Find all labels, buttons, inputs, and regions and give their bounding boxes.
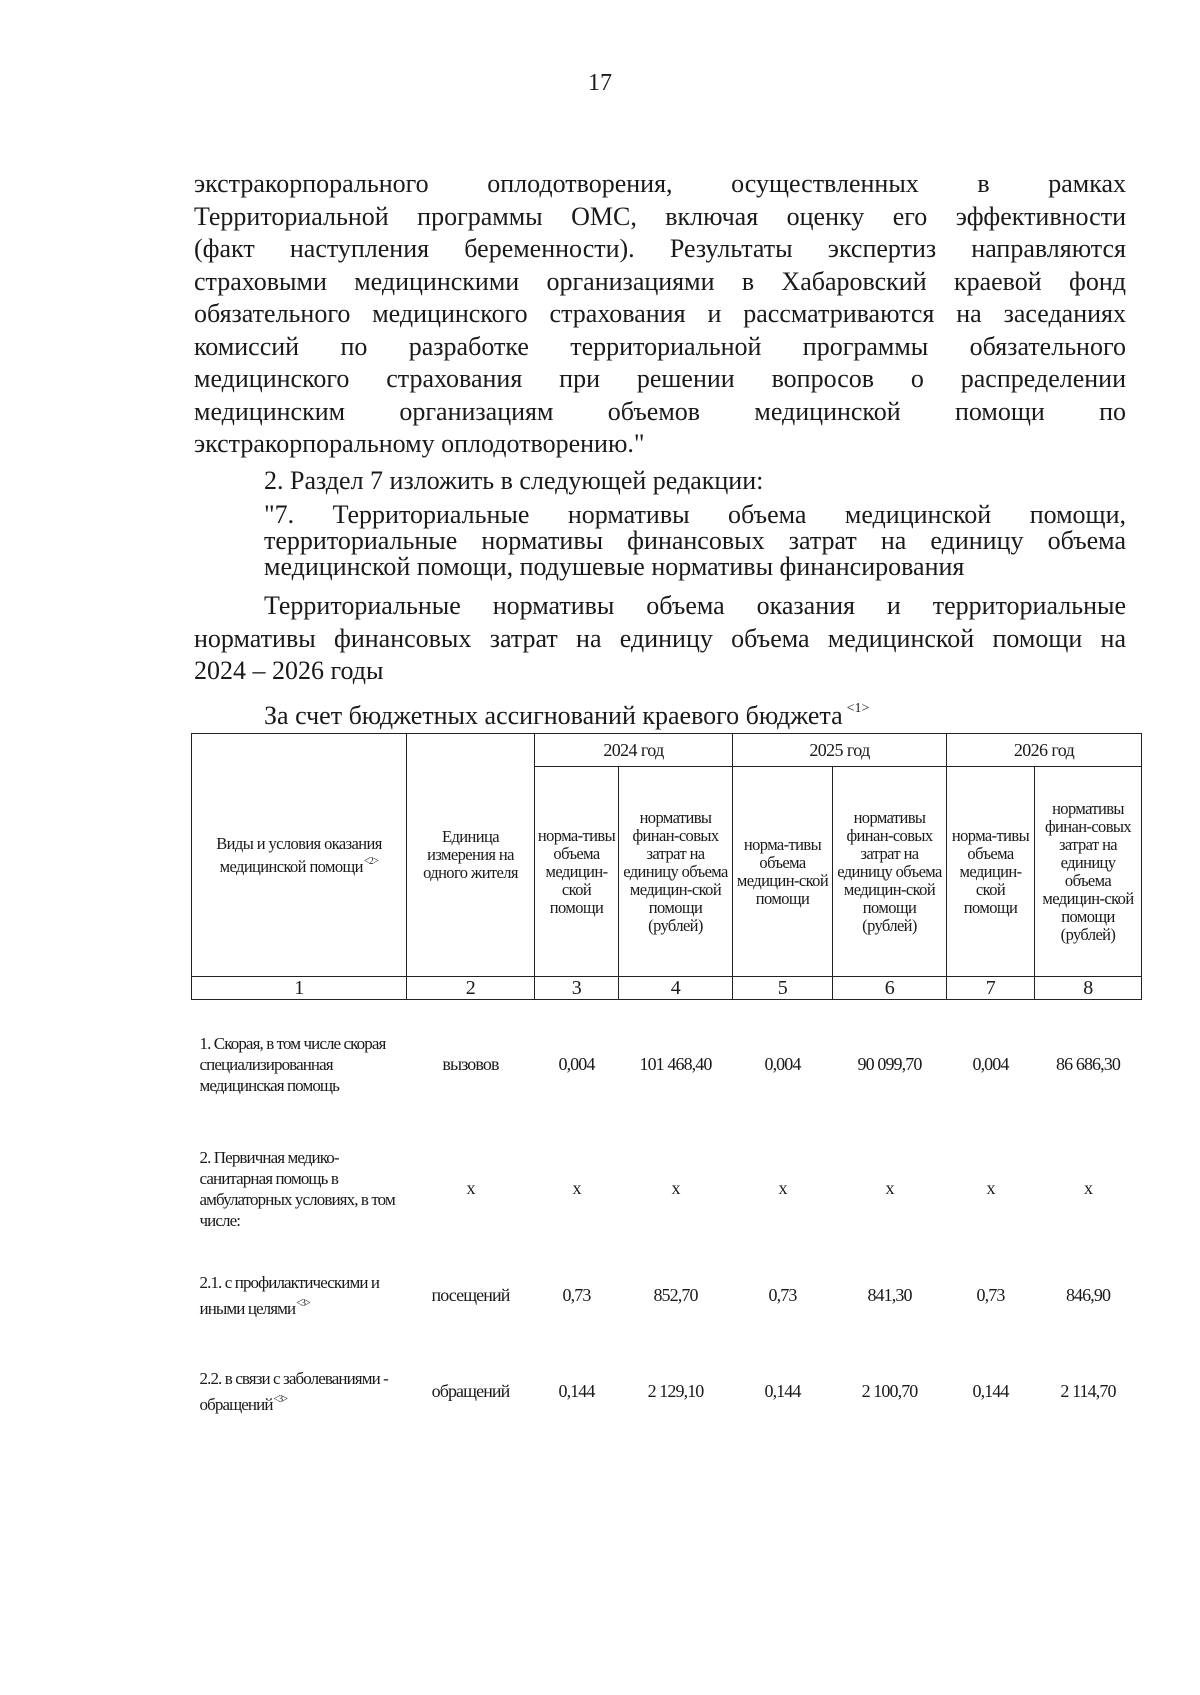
page-number: 17: [588, 70, 612, 96]
row-cost-2026: х: [1083, 1178, 1093, 1198]
row-volume-2026: 0,73: [976, 1285, 1005, 1305]
row-kind-text: 2. Первичная медико-санитарная помощь в амбулаторных условиях, в том числе:: [199, 1147, 395, 1230]
row-cost-2024: х: [671, 1178, 680, 1198]
row-cost-2026: 846,90: [1065, 1285, 1111, 1305]
row-cost-2025: 2 100,70: [861, 1381, 918, 1401]
header-cost-2026: нормативы финан-совых затрат на единицу объема медицин-ской помощи (рублей): [1035, 767, 1142, 977]
paragraph-line: (факт наступления беременности). Результаты экспертиз направляются: [194, 234, 1126, 263]
header-cost-2024: нормативы финан-совых затрат на единицу объема медицин-ской помощи (рублей): [619, 767, 733, 977]
footnote-ref: <2>: [363, 855, 379, 867]
heading-line: "7. Территориальные нормативы объема медицинской помощи,: [264, 500, 1126, 529]
header-volume-2026: норма-тивы объема медицин-ской помощи: [947, 767, 1035, 977]
paragraph-line: Территориальной программы ОМС, включая оценку его эффективности: [194, 201, 1126, 231]
row-volume-2024: 0,004: [558, 1054, 595, 1075]
row-volume-2026: х: [986, 1178, 995, 1198]
footnote-ref: <3>: [296, 1298, 310, 1309]
paragraph-ivf: [194, 168, 1126, 461]
column-number: 7: [947, 977, 1035, 1000]
row-volume-2025: 0,73: [768, 1285, 797, 1305]
footnote-ref: <1>: [846, 701, 870, 716]
heading-line: медицинской помощи, подушевые нормативы финансирования: [264, 552, 965, 581]
header-kind-text: Виды и условия оказания медицинской помощи: [216, 833, 382, 876]
footnote-ref: <3>: [273, 1394, 288, 1405]
paragraph-line: экстракорпоральному оплодотворению.": [194, 429, 645, 458]
norms-table-area: [191, 733, 1141, 1440]
row-cost-2024: 2 129,10: [647, 1381, 704, 1401]
column-number: 8: [1035, 977, 1142, 1000]
table-row: [192, 1344, 1142, 1440]
column-number: 2: [407, 977, 535, 1000]
row-volume-2025: х: [778, 1178, 787, 1198]
row-volume-2026: 0,004: [972, 1054, 1009, 1075]
header-volume-2024: норма-тивы объема медицин-ской помощи: [535, 767, 619, 977]
row-volume-2024: 0,144: [558, 1381, 595, 1401]
row-cost-2025: 841,30: [867, 1285, 912, 1305]
subtitle: [194, 590, 1126, 688]
paragraph-line: страховыми медицинскими организациями в Хабаровский краевой фонд: [194, 266, 1126, 296]
year-header-row: [192, 734, 1142, 767]
row-kind-text: 2.1. с профилактическими и иными целями: [199, 1273, 380, 1318]
row-volume-2026: 0,144: [972, 1381, 1009, 1401]
row-kind: [192, 1130, 407, 1248]
table-row: [192, 1248, 1142, 1344]
header-year-2025: 2025 год: [733, 734, 947, 767]
column-number: 6: [833, 977, 947, 1000]
row-cost-2025: 90 099,70: [857, 1054, 922, 1075]
column-number: 4: [619, 977, 733, 1000]
paragraph-line: комиссий по разработке территориальной программы обязательного: [194, 331, 1126, 361]
row-unit: вызовов: [442, 1054, 499, 1075]
row-cost-2026: 2 114,70: [1060, 1381, 1116, 1401]
paragraph-line: медицинского страхования при решении вопросов о распределении: [194, 364, 1126, 393]
header-unit: Единица измерения на одного жителя: [407, 734, 535, 977]
header-volume-2025: норма-тивы объема медицин-ской помощи: [733, 767, 833, 977]
row-kind: [192, 1248, 407, 1344]
section-7-heading: [194, 502, 1126, 580]
row-cost-2026: 86 686,30: [1056, 1054, 1120, 1075]
table-row: [192, 1130, 1142, 1248]
row-unit: обращений: [431, 1381, 510, 1401]
row-volume-2025: 0,004: [764, 1054, 801, 1075]
header-kind: [192, 734, 407, 977]
column-number: 1: [192, 977, 407, 1000]
row-volume-2024: х: [572, 1178, 581, 1198]
header-year-2024: 2024 год: [535, 734, 733, 767]
header-cost-2025: нормативы финан-совых затрат на единицу объема медицин-ской помощи (рублей): [833, 767, 947, 977]
column-number: 5: [733, 977, 833, 1000]
table-row: [192, 1000, 1142, 1130]
heading-line: территориальные нормативы финансовых затрат на единицу объема: [264, 526, 1126, 555]
item-2-line: 2. Раздел 7 изложить в следующей редакции:: [264, 466, 764, 495]
row-kind-text: 2.2. в связи с заболеваниями - обращений: [199, 1369, 388, 1414]
paragraph-line: медицинским организациям объемов медицинской помощи по: [194, 396, 1126, 426]
row-kind: [192, 1000, 407, 1130]
row-cost-2024: 852,70: [653, 1285, 698, 1305]
subtitle-line: Территориальные нормативы объема оказания и территориальные: [264, 591, 1126, 620]
row-kind: [192, 1344, 407, 1440]
subtitle-line: 2024 – 2026 годы: [194, 656, 384, 685]
row-unit: посещений: [431, 1285, 510, 1305]
subtitle-line: нормативы финансовых затрат на единицу объема медицинской помощи на: [194, 623, 1126, 653]
header-year-2026: 2026 год: [947, 734, 1142, 767]
row-cost-2025: х: [885, 1178, 894, 1198]
column-number: 3: [535, 977, 619, 1000]
row-volume-2024: 0,73: [562, 1285, 591, 1305]
row-cost-2024: 101 468,40: [639, 1054, 712, 1075]
budget-line-text: За счет бюджетных ассигнований краевого бюджета: [264, 701, 843, 730]
row-volume-2025: 0,144: [764, 1381, 801, 1401]
paragraph-line: обязательного медицинского страхования и рассматриваются на заседаниях: [194, 299, 1126, 328]
row-unit: х: [466, 1178, 475, 1198]
budget-line: [194, 693, 1126, 733]
column-number-row: [192, 977, 1142, 1000]
row-kind-text: 1. Скорая, в том числе скорая специализированная медицинская помощь: [199, 1034, 386, 1096]
paragraph-line: экстракорпорального оплодотворения, осуществленных в рамках: [194, 169, 1126, 198]
norms-table: [191, 733, 1142, 1440]
